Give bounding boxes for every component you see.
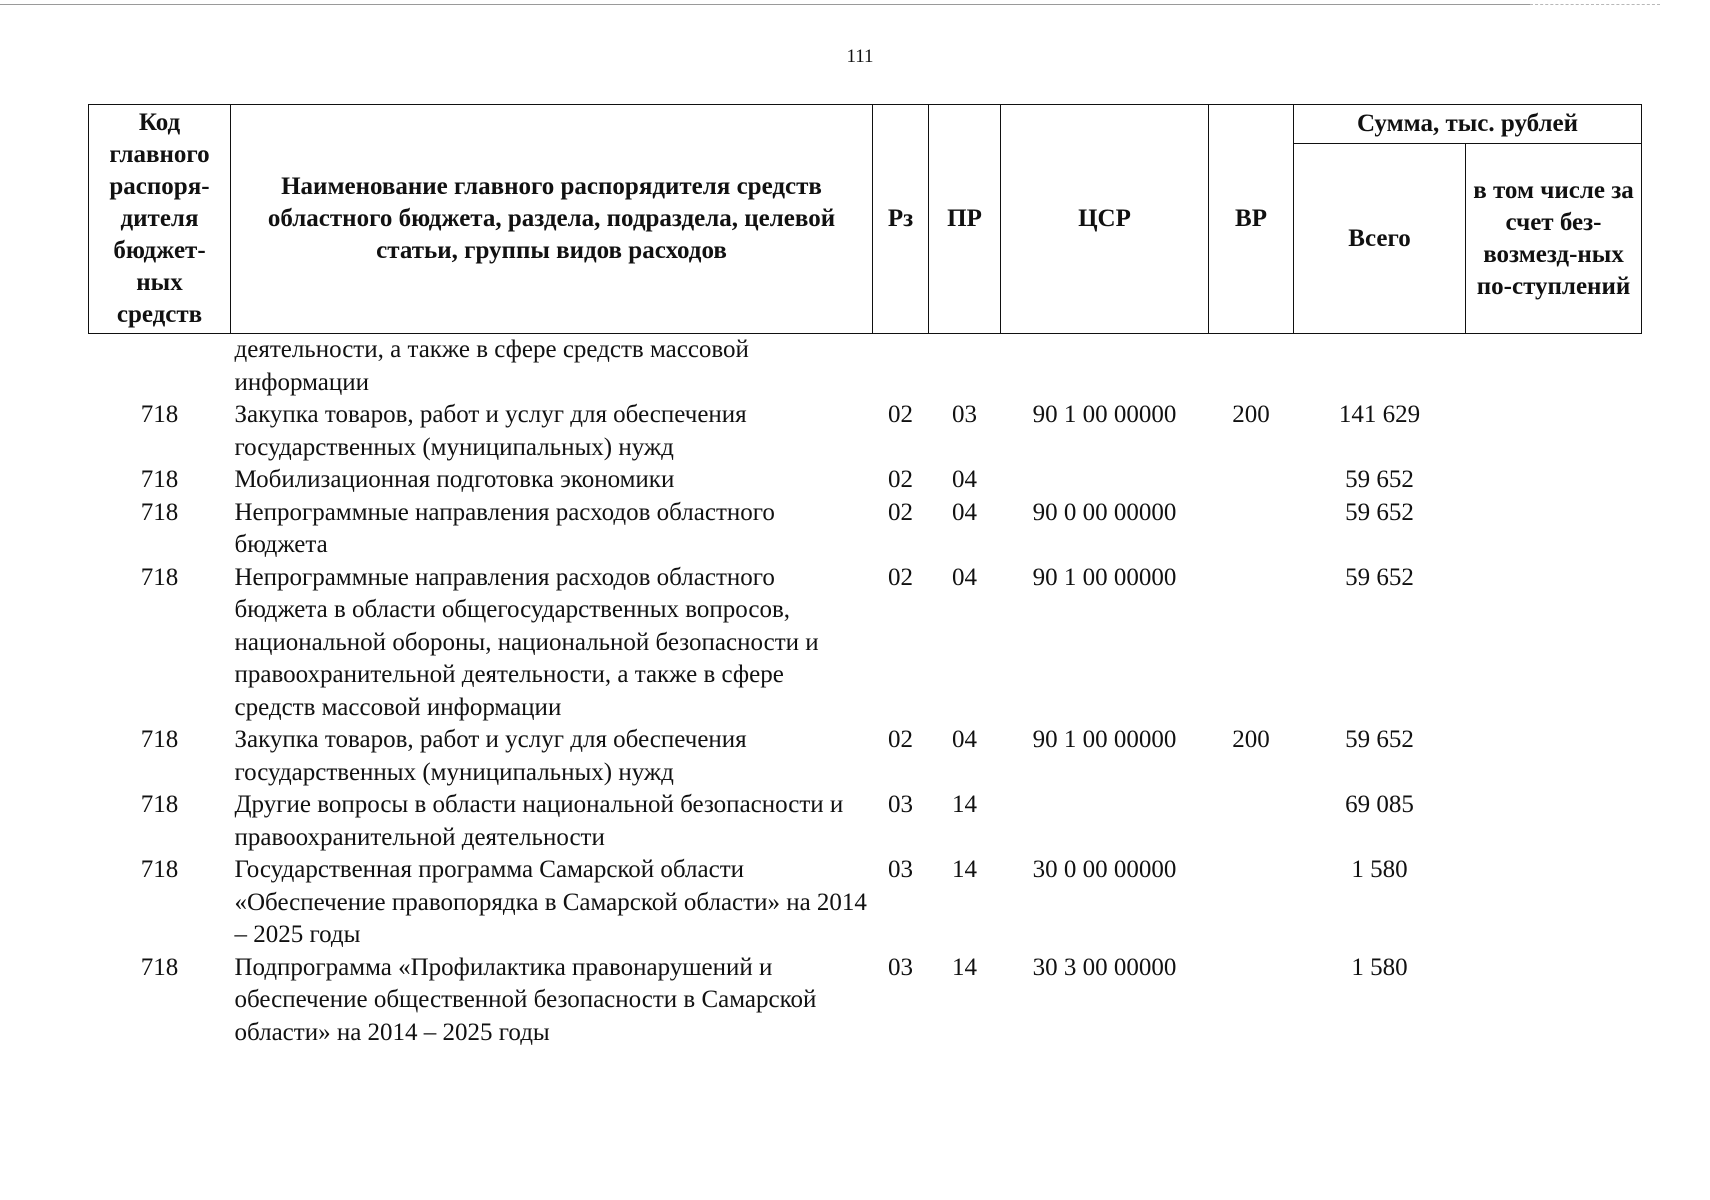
header-code: Код главного распоря-дителя бюджет-ных средств xyxy=(89,105,231,334)
cell-free xyxy=(1466,854,1642,952)
cell-rz: 03 xyxy=(888,856,913,883)
table-row xyxy=(89,789,1642,854)
cell-code: 718 xyxy=(140,726,179,753)
cell-rz: 02 xyxy=(888,498,913,526)
table-row xyxy=(89,334,1642,400)
cell-pr: 04 xyxy=(952,563,977,591)
cell-vr xyxy=(1209,464,1294,497)
cell-name: Государственная программа Самарской области «Обеспечение правопорядка в Самарской области» на 2014 – 2025 годы xyxy=(234,856,867,948)
header-rz: Рз xyxy=(873,105,929,334)
scan-top-border-dashed xyxy=(1530,4,1660,5)
cell-vr xyxy=(1209,562,1294,725)
cell-total: 59 652 xyxy=(1345,466,1414,493)
cell-vr xyxy=(1209,497,1294,562)
cell-pr: 04 xyxy=(952,726,977,753)
cell-total: 1 580 xyxy=(1351,856,1408,883)
cell-vr xyxy=(1209,334,1294,400)
table-row xyxy=(89,399,1642,464)
cell-free xyxy=(1466,464,1642,497)
cell-name: Мобилизационная подготовка экономики xyxy=(234,466,675,493)
table-row xyxy=(89,497,1642,562)
cell-code xyxy=(89,334,231,400)
cell-csr xyxy=(1001,789,1209,854)
cell-csr xyxy=(1001,464,1209,497)
page-number: 111 xyxy=(846,46,874,67)
cell-code: 718 xyxy=(140,498,179,526)
cell-vr: 200 xyxy=(1232,726,1270,753)
table-row xyxy=(89,562,1642,725)
cell-rz: 02 xyxy=(888,563,913,591)
cell-total: 59 652 xyxy=(1345,726,1414,753)
cell-name: Закупка товаров, работ и услуг для обеспечения государственных (муниципальных) нужд xyxy=(234,401,747,461)
cell-name: деятельности, а также в сфере средств массовой информации xyxy=(234,336,749,396)
table-row xyxy=(89,724,1642,789)
cell-rz: 02 xyxy=(888,726,913,753)
table-row xyxy=(89,952,1642,1050)
table-header xyxy=(89,105,1642,334)
cell-pr: 14 xyxy=(952,953,977,981)
cell-rz: 03 xyxy=(888,791,913,818)
cell-pr: 14 xyxy=(952,791,977,818)
cell-rz: 03 xyxy=(888,953,913,981)
table-row xyxy=(89,854,1642,952)
cell-code: 718 xyxy=(140,563,179,591)
header-vr: ВР xyxy=(1209,105,1294,334)
cell-csr: 90 0 00 00000 xyxy=(1032,498,1177,526)
cell-code: 718 xyxy=(140,401,179,428)
cell-pr: 14 xyxy=(952,856,977,883)
cell-rz: 02 xyxy=(888,401,913,428)
cell-free xyxy=(1466,334,1642,400)
cell-rz: 02 xyxy=(888,466,913,493)
cell-free xyxy=(1466,952,1642,1050)
cell-code: 718 xyxy=(140,856,179,883)
cell-free xyxy=(1466,562,1642,725)
cell-free xyxy=(1466,789,1642,854)
cell-pr: 04 xyxy=(952,466,977,493)
cell-pr xyxy=(929,334,1001,400)
cell-csr: 90 1 00 00000 xyxy=(1032,563,1177,591)
cell-free xyxy=(1466,497,1642,562)
cell-csr: 90 1 00 00000 xyxy=(1032,401,1177,428)
cell-code: 718 xyxy=(140,953,179,981)
header-sum: Сумма, тыс. рублей xyxy=(1294,105,1642,144)
cell-code: 718 xyxy=(140,791,179,818)
cell-vr xyxy=(1209,854,1294,952)
cell-vr xyxy=(1209,952,1294,1050)
cell-total: 1 580 xyxy=(1351,953,1408,981)
cell-total: 69 085 xyxy=(1345,791,1414,818)
cell-code: 718 xyxy=(140,466,179,493)
cell-name: Другие вопросы в области национальной безопасности и правоохранительной деятельности xyxy=(234,791,844,851)
header-csr: ЦСР xyxy=(1001,105,1209,334)
cell-total: 141 629 xyxy=(1338,401,1421,428)
cell-csr xyxy=(1001,334,1209,400)
cell-free xyxy=(1466,724,1642,789)
cell-csr: 30 0 00 00000 xyxy=(1032,856,1177,883)
budget-table xyxy=(88,104,1642,1049)
table-body xyxy=(89,334,1642,1050)
table-row xyxy=(89,464,1642,497)
cell-total: 59 652 xyxy=(1345,563,1414,591)
cell-csr: 90 1 00 00000 xyxy=(1032,726,1177,753)
cell-name: Закупка товаров, работ и услуг для обеспечения государственных (муниципальных) нужд xyxy=(234,726,747,786)
cell-name: Непрограммные направления расходов областного бюджета в области общегосударственных вопросов, национальной обороны, национальной безопасности и правоохранительной деятельности, а также в сфере средств массовой информации xyxy=(234,563,819,721)
cell-vr xyxy=(1209,789,1294,854)
cell-csr: 30 3 00 00000 xyxy=(1032,953,1177,981)
cell-pr: 03 xyxy=(952,401,977,428)
header-pr: ПР xyxy=(929,105,1001,334)
header-free: в том числе за счет без-возмезд-ных по-ступлений xyxy=(1466,144,1642,334)
cell-vr: 200 xyxy=(1232,401,1270,428)
cell-name: Непрограммные направления расходов областного бюджета xyxy=(234,498,775,558)
header-name: Наименование главного распорядителя средств областного бюджета, раздела, подраздела, целевой статьи, группы видов расходов xyxy=(231,105,873,334)
cell-free xyxy=(1466,399,1642,464)
header-total: Всего xyxy=(1294,144,1466,334)
cell-total: 59 652 xyxy=(1345,498,1414,526)
cell-rz xyxy=(873,334,929,400)
cell-name: Подпрограмма «Профилактика правонарушений и обеспечение общественной безопасности в Самарской области» на 2014 – 2025 годы xyxy=(234,953,817,1046)
cell-total xyxy=(1294,334,1466,400)
cell-pr: 04 xyxy=(952,498,977,526)
scan-top-border xyxy=(0,4,1530,5)
